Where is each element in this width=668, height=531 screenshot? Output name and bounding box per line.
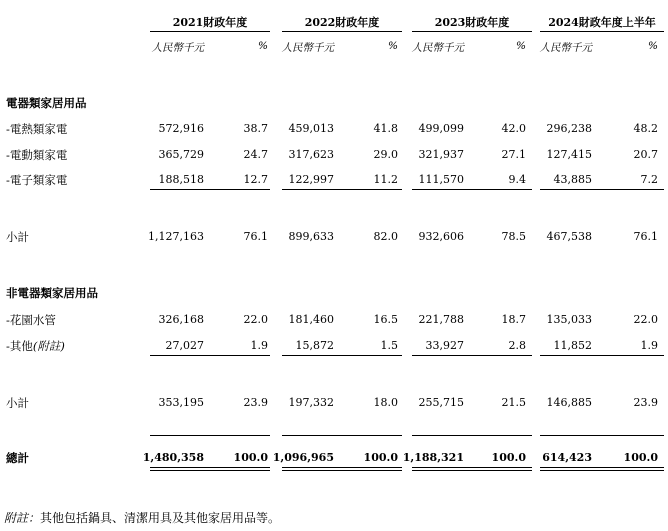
total-value: 100.0 — [491, 451, 526, 464]
total-value: 1,096,965 — [272, 451, 334, 464]
subtotal-value: 23.9 — [633, 396, 658, 409]
unit-percent: % — [388, 40, 398, 52]
footnote — [4, 509, 280, 526]
total-top-rule — [540, 435, 664, 436]
subtotal-rule — [150, 189, 270, 190]
row-label-note: (附註) — [32, 339, 65, 353]
cell-value: 296,238 — [546, 122, 592, 135]
cell-value: 221,788 — [418, 313, 464, 326]
cell-value: 188,518 — [158, 173, 204, 186]
cell-value: 365,729 — [158, 148, 204, 161]
total-double-rule — [540, 467, 664, 471]
cell-value: 42.0 — [501, 122, 526, 135]
total-double-rule — [282, 467, 402, 471]
subtotal-value: 1,127,163 — [148, 230, 204, 243]
footnote-prefix: 附註： — [4, 511, 41, 525]
row-label-other — [6, 338, 65, 354]
cell-value: 111,570 — [418, 173, 464, 186]
cell-value: 499,099 — [418, 122, 464, 135]
subtotal-rule — [540, 355, 664, 356]
total-top-rule — [412, 435, 532, 436]
total-value: 100.0 — [623, 451, 658, 464]
total-value: 1,188,321 — [402, 451, 464, 464]
row-label: -電熱類家電 — [6, 122, 68, 136]
column-header-2021: 2021財政年度 — [172, 16, 248, 29]
unit-amount: 人民幣千元 — [151, 42, 204, 54]
cell-value: 15,872 — [295, 339, 334, 352]
cell-value: 317,623 — [288, 148, 334, 161]
column-header-2023: 2023財政年度 — [434, 16, 510, 29]
subtotal-rule — [150, 355, 270, 356]
cell-value: 459,013 — [288, 122, 334, 135]
cell-value: 38.7 — [243, 122, 268, 135]
cell-value: 22.0 — [633, 313, 658, 326]
subtotal-value: 82.0 — [373, 230, 398, 243]
subtotal-rule — [412, 189, 532, 190]
cell-value: 11.2 — [373, 173, 398, 186]
total-value: 614,423 — [542, 451, 592, 464]
subtotal-value: 23.9 — [243, 396, 268, 409]
row-label-text: -其他 — [6, 339, 33, 353]
subtotal-value: 467,538 — [546, 230, 592, 243]
cell-value: 33,927 — [425, 339, 464, 352]
subtotal-value: 76.1 — [633, 230, 658, 243]
footnote-text: 其他包括鍋具、清潔用具及其他家居用品等。 — [40, 511, 281, 525]
cell-value: 135,033 — [546, 313, 592, 326]
subtotal-value: 78.5 — [501, 230, 526, 243]
total-double-rule — [150, 467, 270, 471]
total-double-rule — [412, 467, 532, 471]
total-value: 100.0 — [233, 451, 268, 464]
cell-value: 1.5 — [380, 339, 398, 352]
cell-value: 11,852 — [553, 339, 592, 352]
cell-value: 127,415 — [546, 148, 592, 161]
unit-amount: 人民幣千元 — [281, 42, 334, 54]
cell-value: 7.2 — [640, 173, 658, 186]
cell-value: 572,916 — [158, 122, 204, 135]
unit-percent: % — [258, 40, 268, 52]
total-top-rule — [282, 435, 402, 436]
total-value: 1,480,358 — [142, 451, 204, 464]
header-rule — [282, 31, 402, 32]
cell-value: 18.7 — [501, 313, 526, 326]
subtotal-value: 255,715 — [418, 396, 464, 409]
cell-value: 27.1 — [501, 148, 526, 161]
cell-value: 181,460 — [288, 313, 334, 326]
cell-value: 24.7 — [243, 148, 268, 161]
cell-value: 321,937 — [418, 148, 464, 161]
cell-value: 27,027 — [165, 339, 204, 352]
cell-value: 20.7 — [633, 148, 658, 161]
unit-percent: % — [516, 40, 526, 52]
header-rule — [412, 31, 532, 32]
subtotal-value: 18.0 — [373, 396, 398, 409]
row-label: -電動類家電 — [6, 148, 68, 162]
section-title-electric: 電器類家居用品 — [6, 96, 87, 110]
subtotal-value: 76.1 — [243, 230, 268, 243]
subtotal-value: 353,195 — [158, 396, 204, 409]
unit-percent: % — [648, 40, 658, 52]
cell-value: 1.9 — [250, 339, 268, 352]
cell-value: 122,997 — [288, 173, 334, 186]
total-top-rule — [150, 435, 270, 436]
subtotal-value: 21.5 — [501, 396, 526, 409]
subtotal-value: 899,633 — [288, 230, 334, 243]
total-label: 總計 — [6, 451, 29, 465]
header-rule — [540, 31, 664, 32]
total-value: 100.0 — [363, 451, 398, 464]
cell-value: 41.8 — [373, 122, 398, 135]
subtotal-label: 小計 — [6, 396, 29, 410]
cell-value: 29.0 — [373, 148, 398, 161]
subtotal-rule — [282, 189, 402, 190]
cell-value: 2.8 — [508, 339, 526, 352]
row-label: -電子類家電 — [6, 173, 68, 187]
subtotal-rule — [540, 189, 664, 190]
subtotal-rule — [412, 355, 532, 356]
subtotal-value: 197,332 — [288, 396, 334, 409]
header-rule — [150, 31, 270, 32]
cell-value: 12.7 — [243, 173, 268, 186]
column-header-2022: 2022財政年度 — [304, 16, 380, 29]
unit-amount: 人民幣千元 — [411, 42, 464, 54]
cell-value: 326,168 — [158, 313, 204, 326]
subtotal-label: 小計 — [6, 230, 29, 244]
cell-value: 16.5 — [373, 313, 398, 326]
section-title-non-electric: 非電器類家居用品 — [6, 286, 98, 300]
cell-value: 1.9 — [640, 339, 658, 352]
subtotal-value: 146,885 — [546, 396, 592, 409]
row-label: -花園水管 — [6, 313, 56, 327]
cell-value: 43,885 — [553, 173, 592, 186]
cell-value: 48.2 — [633, 122, 658, 135]
column-header-2024h1: 2024財政年度上半年 — [548, 16, 656, 29]
subtotal-rule — [282, 355, 402, 356]
unit-amount: 人民幣千元 — [539, 42, 592, 54]
subtotal-value: 932,606 — [418, 230, 464, 243]
cell-value: 22.0 — [243, 313, 268, 326]
cell-value: 9.4 — [508, 173, 526, 186]
